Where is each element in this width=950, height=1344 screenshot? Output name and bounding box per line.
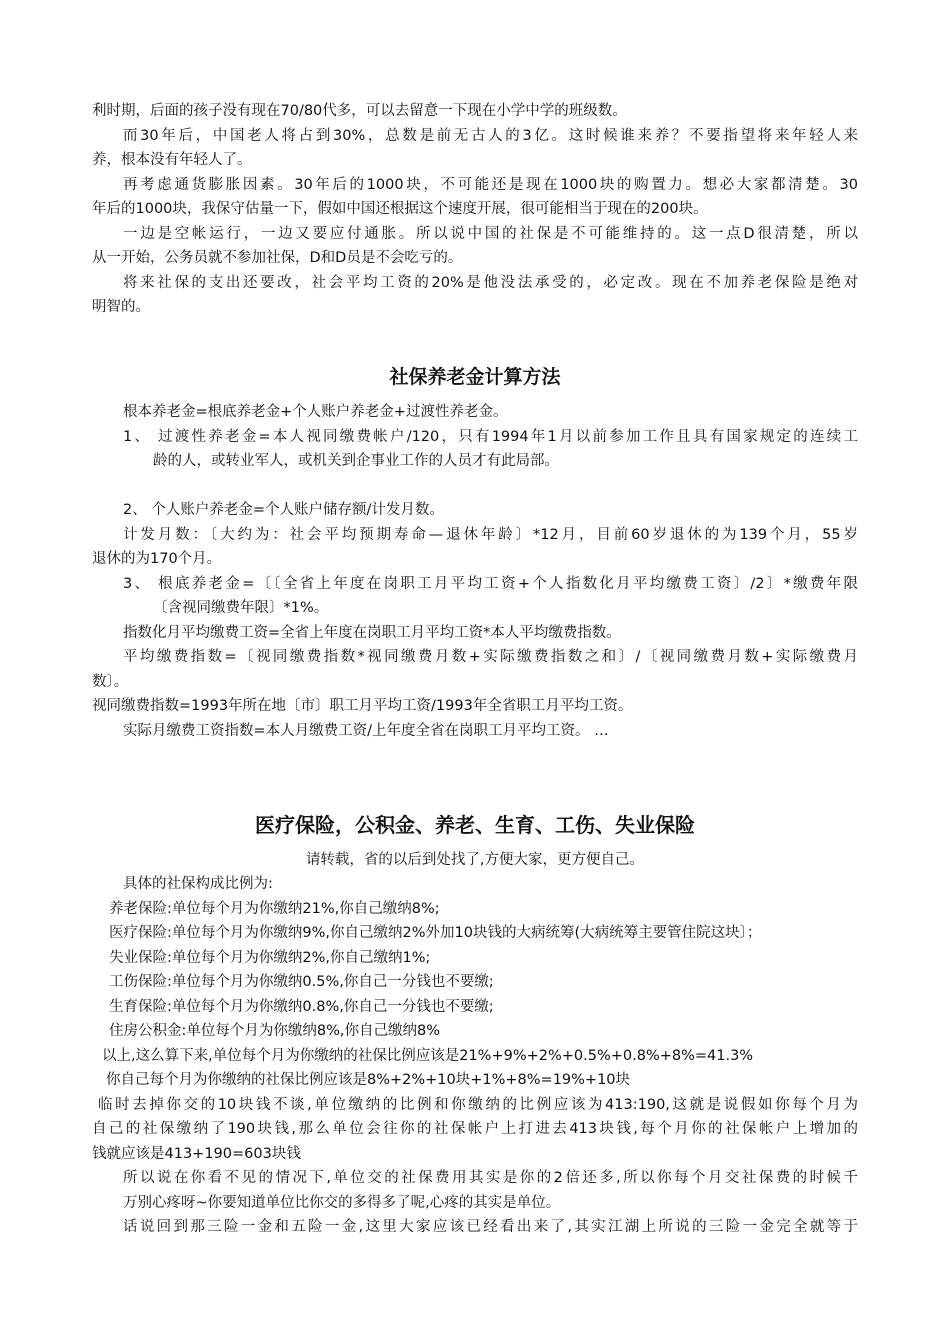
list-item: 养老保险:单位每个月为你缴纳21%,你自己缴纳8%; — [109, 901, 440, 917]
paragraph-line: 自己的社保缴纳了190块钱,那么单位会往你的社保帐户上打进去413块钱,每个月你的社保帐户上增加的 — [92, 1121, 858, 1137]
paragraph-line: 从一开始，公务员就不参加社保，D和D员是不会吃亏的。 — [92, 250, 463, 266]
list-item-continuation: 〔含视同缴费年限〕*1%。 — [153, 600, 329, 616]
paragraph-line: 退休的为170个月。 — [92, 551, 222, 567]
paragraph-line: 一边是空帐运行，一边又要应付通胀。所以说中国的社保是不可能维持的。这一点D很清楚，所以 — [123, 226, 858, 242]
paragraph-line: 所以说在你看不见的情况下,单位交的社保费用其实是你的2倍还多,所以你每个月交社保费的时候千 — [123, 1170, 858, 1186]
list-item-continuation: 龄的人，或转业军人，或机关到企事业工作的人员才有此局部。 — [153, 453, 559, 469]
paragraph-line: 万别心疼呀~你要知道单位比你交的多得多了呢,心疼的其实是单位。 — [123, 1195, 561, 1211]
paragraph-line: 数〕。 — [92, 674, 129, 690]
paragraph-line: 你自己每个月为你缴纳的社保比例应该是8%+2%+10块+1%+8%=19%+10块 — [106, 1072, 631, 1088]
paragraph-line: 利时期，后面的孩子没有现在70/80代多，可以去留意一下现在小学中学的班级数。 — [92, 103, 627, 119]
paragraph-line: 话说回到那三险一金和五险一金,这里大家应该已经看出来了,其实江湖上所说的三险一金完全就等于 — [123, 1219, 858, 1235]
section-title: 社保养老金计算方法 — [389, 366, 561, 388]
list-item: 失业保险:单位每个月为你缴纳2%,你自己缴纳1%; — [109, 950, 431, 966]
subtitle: 请转载，省的以后到处找了,方便大家，更方便自己。 — [305, 852, 645, 868]
paragraph-line: 计发月数：〔大约为：社会平均预期寿命—退休年龄〕*12月，目前60岁退休的为139个月，55岁 — [123, 527, 858, 543]
list-item: 1、 过渡性养老金=本人视同缴费帐户/120，只有1994年1月以前参加工作且具有国家规定的连续工 — [123, 429, 858, 445]
paragraph-line: 视同缴费指数=1993年所在地〔市〕职工月平均工资/1993年全省职工月平均工资。 — [92, 698, 633, 714]
list-item: 2、 个人账户养老金=个人账户储存额/计发月数。 — [123, 502, 444, 518]
paragraph-line: 养，根本没有年轻人了。 — [92, 152, 252, 168]
paragraph-line: 钱就应该是413+190=603块钱 — [92, 1146, 301, 1162]
list-item: 住房公积金:单位每个月为你缴纳8%,你自己缴纳8% — [109, 1023, 440, 1039]
paragraph-line: 指数化月平均缴费工资=全省上年度在岗职工月平均工资*本人平均缴费指数。 — [123, 625, 621, 641]
paragraph-line: 具体的社保构成比例为: — [123, 876, 273, 892]
paragraph-line: 平均缴费指数=〔视同缴费指数*视同缴费月数+实际缴费指数之和〕/〔视同缴费月数+实际缴费月 — [123, 649, 858, 665]
section-title: 医疗保险，公积金、养老、生育、工伤、失业保险 — [255, 813, 695, 837]
list-item: 工伤保险:单位每个月为你缴纳0.5%,你自己一分钱也不要缴; — [109, 974, 494, 990]
paragraph-line: 临时去掉你交的10块钱不谈,单位缴纳的比例和你缴纳的比例应该为413:190,这就是说假如你每个月为 — [98, 1097, 858, 1113]
list-item: 生育保险:单位每个月为你缴纳0.8%,你自己一分钱也不要缴; — [109, 999, 494, 1015]
list-item: 3、 根底养老金=〔〔全省上年度在岗职工月平均工资+个人指数化月平均缴费工资〕/2〕*缴费年限 — [123, 576, 858, 592]
paragraph-line: 明智的。 — [92, 299, 150, 315]
paragraph-line: 再考虑通货膨胀因素。30年后的1000块，不可能还是现在1000块的购置力。想必大家都清楚。30 — [123, 177, 858, 193]
paragraph-line: 年后的1000块，我保守估量一下，假如中国还根据这个速度开展，很可能相当于现在的200块。 — [92, 201, 708, 217]
paragraph-line: 以上,这么算下来,单位每个月为你缴纳的社保比例应该是21%+9%+2%+0.5%+0.8%+8%=41.3% — [102, 1048, 754, 1064]
paragraph-line: 实际月缴费工资指数=本人月缴费工资/上年度全省在岗职工月平均工资。 … — [123, 723, 609, 739]
list-item: 医疗保险:单位每个月为你缴纳9%,你自己缴纳2%外加10块钱的大病统筹(大病统筹主要管住院这块〕； — [109, 925, 762, 941]
paragraph-line: 而30年后，中国老人将占到30%，总数是前无古人的3亿。这时候谁来养？不要指望将来年轻人来 — [123, 128, 858, 144]
paragraph-line: 根本养老金=根底养老金+个人账户养老金+过渡性养老金。 — [123, 404, 508, 420]
paragraph-line: 将来社保的支出还要改，社会平均工资的20%是他没法承受的，必定改。现在不加养老保险是绝对 — [123, 275, 858, 291]
